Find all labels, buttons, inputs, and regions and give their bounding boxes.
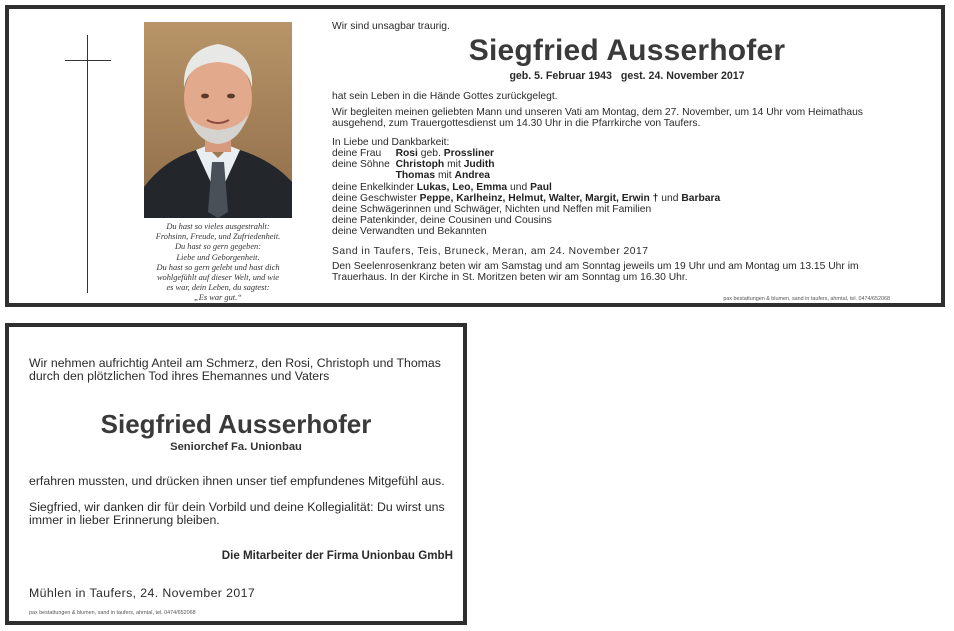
imprint: pax bestattungen & blumen, sand in taufers, ahrntal, tel. 0474/652068 [723, 296, 890, 302]
inlaws-line: deine Schwägerinnen und Schwäger, Nichten und Neffen mit Familien [332, 203, 652, 215]
sympathy-text: erfahren mussten, und drücken ihnen unser tief empfundenes Mitgefühl aus. [29, 474, 445, 488]
poem-line: Du hast so gern gelebt und hast dich [156, 262, 280, 272]
life-dates [332, 71, 922, 82]
funeral-text: Wir begleiten meinen geliebten Mann und unseren Vati am Montag, dem 27. November, um 14 Uhr vom Heimathaus [332, 106, 863, 118]
deceased-name: Siegfried Ausserhofer [100, 409, 372, 439]
family-names: Christoph mit Judith [395, 159, 495, 171]
poem-line: Du hast so gern gegeben: [174, 242, 262, 252]
portrait-photo [144, 22, 292, 218]
family-names: Rosi geb. Prossliner [395, 148, 495, 160]
notice-text [332, 21, 922, 283]
rosary-text: Den Seelenrosenkranz beten wir am Samstag und am Sonntag jeweils um 19 Uhr und am Montag um 13.15 Uhr im [332, 260, 859, 272]
thanks-line: immer in lieber Erinnerung bleiben. [29, 513, 220, 528]
poem-line: Du hast so vieles ausgestrahlt: [166, 222, 270, 231]
intro-text: Wir sind unsagbar traurig. [332, 21, 450, 32]
poem-line: Frohsinn, Freude, und Zufriedenheit. [155, 232, 281, 242]
family-row [332, 159, 495, 170]
family-names: Thomas mit Andrea [395, 170, 491, 182]
condolence-notice [5, 323, 467, 625]
intro-text: durch den plötzlichen Tod ihres Ehemannes und Vaters [29, 369, 330, 384]
deceased-title: Seniorchef Fa. Unionbau [170, 441, 302, 453]
family-row [332, 170, 495, 181]
love-heading: In Liebe und Dankbarkeit: [332, 137, 450, 149]
signature: Die Mitarbeiter der Firma Unionbau GmbH [221, 549, 453, 562]
poem-line: „Es war gut.“ [194, 293, 242, 303]
family-label: deine Söhne [332, 159, 390, 171]
rosary-text: Trauerhaus. In der Kirche in St. Moritzen beten wir am Sonntag um 16.30 Uhr. [332, 271, 688, 283]
cross-horizontal-bar [65, 60, 111, 61]
condolence-intro [29, 357, 453, 384]
poem-line: wohlgefühlt auf dieser Welt, und wie [156, 273, 280, 283]
poem-line: Liebe und Geborgenheit. [176, 252, 260, 262]
relatives-line: deine Verwandten und Bekannten [332, 226, 487, 238]
grandchildren-line: deine Enkelkinder Lukas, Leo, Emma und Paul [332, 181, 552, 193]
birth-date: geb. 5. Februar 1943 [509, 70, 612, 83]
thanks-line: Siegfried, wir danken dir für dein Vorbild und deine Kollegialität: Du wirst uns [29, 500, 445, 514]
death-date: gest. 24. November 2017 [620, 70, 745, 83]
place-date: Sand in Taufers, Teis, Bruneck, Meran, am 24. November 2017 [332, 245, 649, 257]
death-notice-main [5, 5, 945, 307]
funeral-text: ausgehend, zum Trauergottesdienst um 14.30 Uhr in die Pfarrkirche von Taufers. [332, 117, 701, 129]
memorial-poem [129, 222, 307, 304]
siblings-line: deine Geschwister Peppe, Karlheinz, Helmut, Walter, Margit, Erwin † und Barbara [332, 192, 721, 204]
condolence-text [29, 475, 453, 488]
intro-text: Wir nehmen aufrichtig Anteil am Schmerz, den Rosi, Christoph und Thomas [29, 356, 441, 370]
family-row [332, 148, 495, 159]
family-list [332, 148, 495, 181]
cross-vertical-bar [87, 35, 88, 293]
thanks-text [29, 501, 453, 528]
announcement-text: hat sein Leben in die Hände Gottes zurückgelegt. [332, 91, 558, 103]
family-label: deine Frau [332, 148, 382, 160]
imprint: pax bestattungen & blumen, sand in taufers, ahrntal, tel. 0474/652068 [29, 610, 196, 616]
place-date: Mühlen in Taufers, 24. November 2017 [29, 586, 256, 600]
godchildren-line: deine Patenkinder, deine Cousinen und Cousins [332, 215, 552, 227]
poem-line: es war, dein Leben, du sagtest: [166, 283, 270, 293]
deceased-name: Siegfried Ausserhofer [468, 34, 786, 68]
